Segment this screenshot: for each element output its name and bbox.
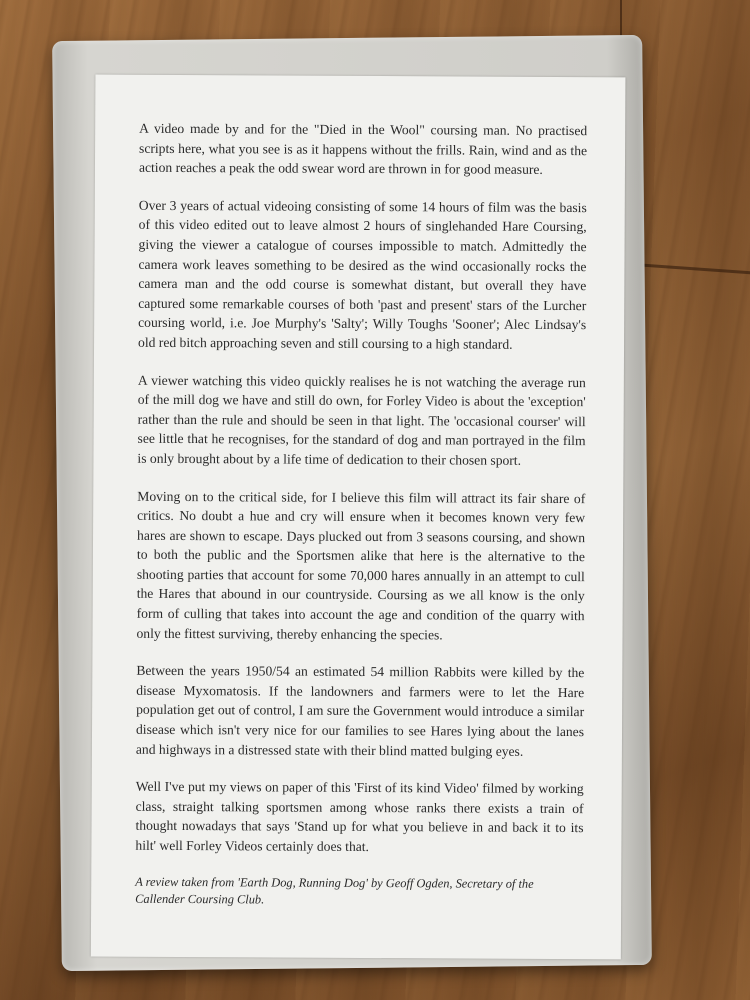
sleeve-text <box>135 119 587 928</box>
sleeve-insert <box>91 75 626 960</box>
paragraph-myxomatosis: Between the years 1950/54 an estimated 54 million Rabbits were killed by the disease Myxomatosis. If the landowners and farmers were to let the Hare population get out of control, I am sure the Government would introduce a similar disease which isn't very nice for our families to see Hares lying about the lanes and highways in a distressed state with their blind matted bulging eyes. <box>135 663 585 759</box>
paragraph-intro: A video made by and for the "Died in the Wool" coursing man. No practised scripts here, what you see is as it happens without the frills. Rain, wind and as the action reaches a peak the odd swear word are thrown in for good measure. <box>138 120 588 178</box>
paragraph-closing: Well I've put my views on paper of this 'First of its kind Video' filmed by working class, straight talking sportsmen among whose ranks there exists a train of thought nowadays that says 'Stand up for what you believe in and back it to its hilt' well Forley Videos certainly does that. <box>135 778 584 854</box>
paragraph-critics: Moving on to the critical side, for I believe this film will attract its fair share of critics. No doubt a hue and cry will ensure when it becomes known very few hares are shown to escape. Days plucked out from 3 seasons coursing, and shown to both the public and the Sportsmen alike that here is the alternative to the shooting parties that account for some 70,000 hares annually in an attempt to cull the Hares that abound in our countryside. Coursing as we all know is the only form of culling that takes into account the age and condition of the quarry with only the fittest surviving, thereby enhancing the species. <box>136 488 586 643</box>
paragraph-filming: Over 3 years of actual videoing consisting of some 14 hours of film was the basis of this video edited out to leave almost 2 hours of singlehanded Hare Coursing, giving the viewer a catalogue of courses impossible to match. Admittedly the camera work leaves something to be desired as the wind occasionally rocks the camera man and the odd course is somewhat distant, but overall they have captured some remarkable courses of both 'past and present' stars of the Lurcher coursing world, i.e. Joe Murphy's 'Salty'; Willy Toughs 'Sooner'; Alec Lindsay's old red bitch approaching seven and still coursing to a high standard. <box>138 197 587 352</box>
review-credit: A review taken from 'Earth Dog, Running Dog' by Geoff Ogden, Secretary of the Callender Coursing Club. <box>135 874 534 907</box>
vhs-case <box>52 35 652 971</box>
paragraph-exception: A viewer watching this video quickly realises he is not watching the average run of the mill dog we have and still do own, for Forley Video is about the 'exception' rather than the rule and should be seen in that light. The 'occasional courser' will see little that he recognises, for the standard of dog and man portrayed in the film is only brought about by a life time of dedication to their chosen sport. <box>137 372 586 468</box>
